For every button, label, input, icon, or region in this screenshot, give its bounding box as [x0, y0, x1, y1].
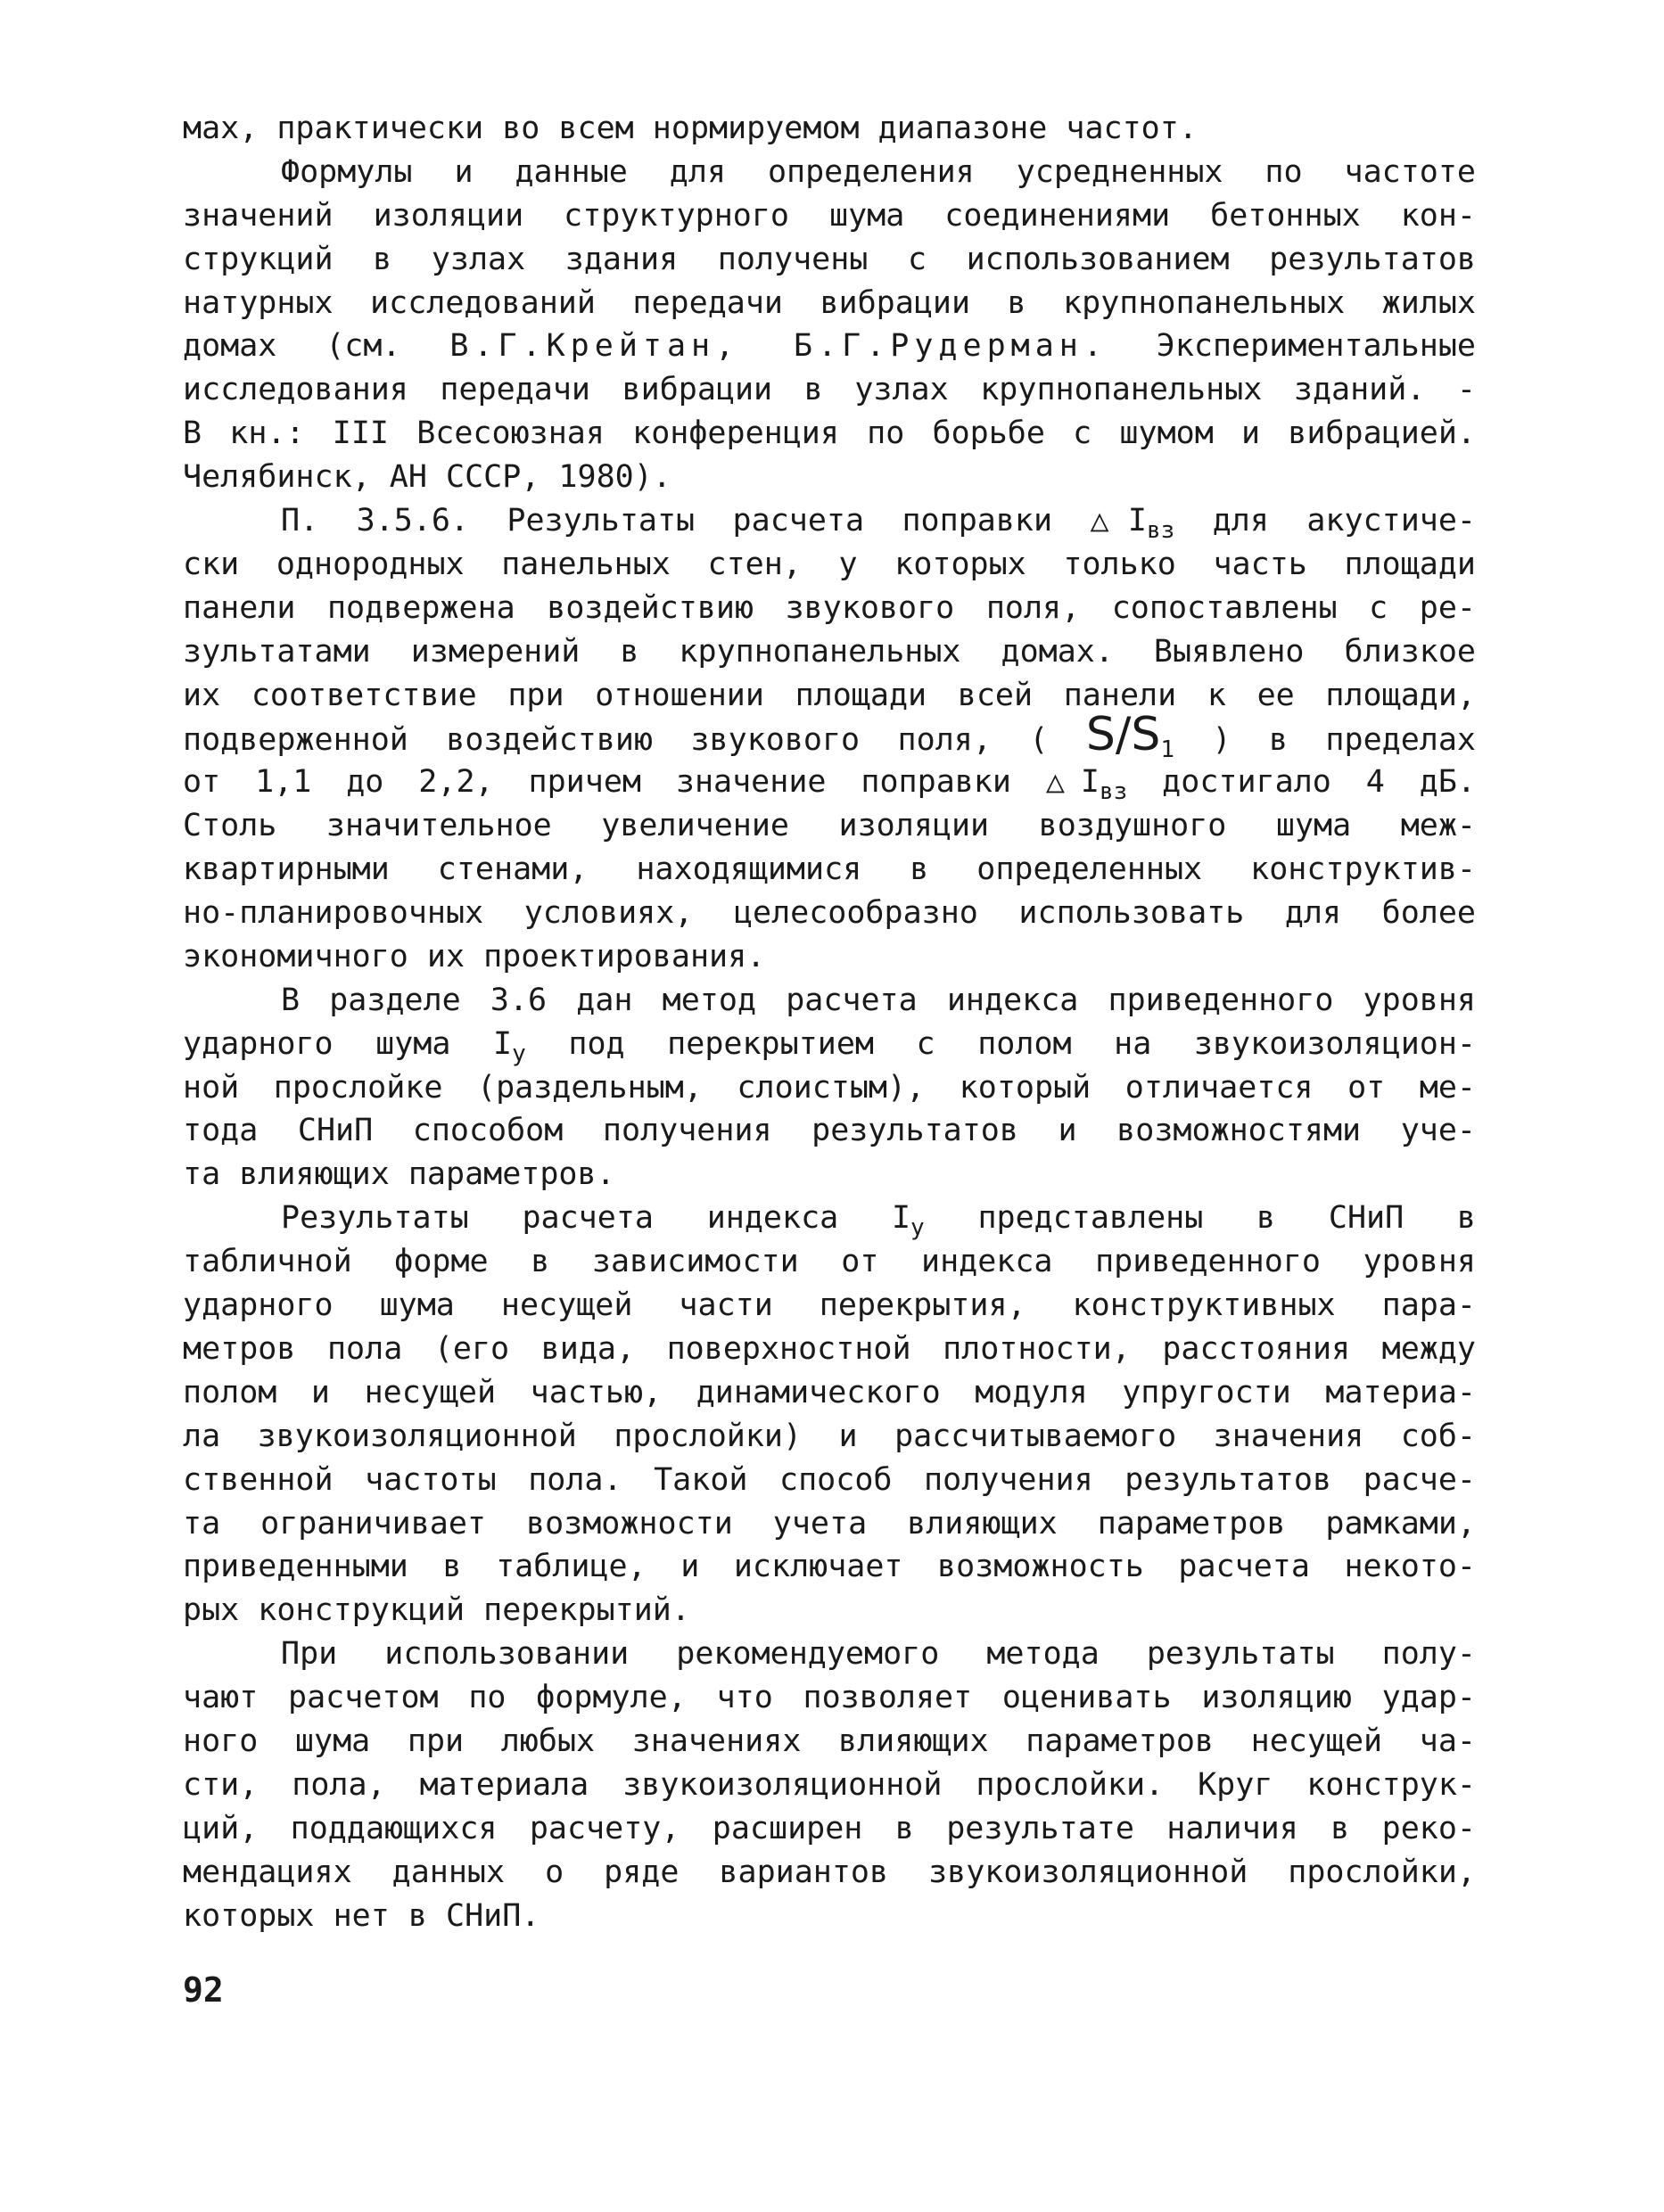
text-line [183, 1851, 1476, 1895]
line-text: ) в пределах [1174, 722, 1477, 759]
math-subscript: вз [1099, 778, 1128, 806]
text-line [183, 979, 1476, 1023]
ratio-subscript: 1 [1160, 736, 1175, 764]
math-symbol: △I [1045, 764, 1100, 801]
line-text: ственной частоты пола. Такой способ получения результатов расче- [183, 1461, 1476, 1498]
text-line [183, 804, 1476, 848]
text-line [183, 674, 1476, 718]
line-text: зультатами измерений в крупнопанельных домах. Выявлено близкое [183, 633, 1476, 670]
line-text: их соответствие при отношении площади всей панели к ее площади, [183, 677, 1476, 713]
page-number: 92 [183, 1970, 224, 2010]
text-line [183, 1328, 1476, 1371]
line-text: натурных исследований передачи вибрации в крупнопанельных жилых [183, 284, 1476, 321]
math-symbol: △I [1090, 503, 1147, 539]
text-line [183, 848, 1476, 892]
line-text: значений изоляции структурного шума соединениями бетонных кон- [183, 197, 1476, 234]
line-text: Экспериментальные [1107, 328, 1476, 365]
page-body [183, 107, 1476, 1937]
text-line [183, 412, 1476, 456]
line-text: которых нет в СНиП. [183, 1897, 540, 1934]
line-text: мах, практически во всем нормируемом диапазоне частот. [183, 111, 1198, 146]
line-text: ла звукоизоляционной прослойки) и рассчитываемого значения соб- [183, 1418, 1476, 1454]
text-line [183, 282, 1476, 325]
line-text: та ограничивает возможности учета влияющих параметров рамками, [183, 1505, 1476, 1542]
line-text: представлены в СНиП в [924, 1200, 1476, 1237]
text-line [183, 1589, 1476, 1632]
text-line [183, 107, 1476, 151]
line-text: рых конструкций перекрытий. [183, 1592, 690, 1629]
line-text: При использовании рекомендуемого метода результаты полу- [281, 1636, 1476, 1673]
line-text: В разделе 3.6 дан метод расчета индекса приведенного уровня [281, 982, 1476, 1018]
text-line [183, 1415, 1476, 1459]
line-text: полом и несущей частью, динамического модуля упругости материа- [183, 1374, 1476, 1410]
text-line [183, 543, 1476, 587]
line-text: ударного шума [183, 1025, 494, 1062]
author-names: В.Г.Крейтан, Б.Г.Рудерман. [449, 328, 1108, 365]
line-text: ной прослойке (раздельным, слоистым), который отличается от ме- [183, 1069, 1476, 1106]
text-line [183, 1109, 1476, 1153]
line-text: квартирными стенами, находящимися в определенных конструктив- [183, 851, 1476, 888]
line-text: от 1,1 до 2,2, причем значение поправки [183, 764, 1046, 801]
line-text: ного шума при любых значениях влияющих параметров несущей ча- [183, 1723, 1476, 1759]
text-line [183, 499, 1476, 543]
math-subscript: вз [1146, 517, 1175, 545]
line-text: но-планировочных условиях, целесообразно использовать для более [183, 895, 1476, 932]
line-text: мендациях данных о ряде вариантов звукоизоляционной прослойки, [183, 1854, 1476, 1890]
text-line [183, 1023, 1476, 1066]
line-text: чают расчетом по формуле, что позволяет оценивать изоляцию удар- [183, 1680, 1476, 1716]
line-text: подверженной воздействию звукового поля, ( [183, 722, 1086, 759]
text-line [183, 761, 1476, 804]
text-line [183, 1764, 1476, 1807]
text-line [183, 1676, 1476, 1720]
line-text: метров пола (его вида, поверхностной плотности, расстояния между [183, 1330, 1476, 1367]
text-line [183, 935, 1476, 979]
line-text: ударного шума несущей части перекрытия, конструктивных пара- [183, 1287, 1476, 1324]
text-line [183, 1502, 1476, 1546]
line-text: под перекрытием с полом на звукоизоляцион- [525, 1025, 1476, 1062]
line-text: ски однородных панельных стен, у которых только часть площади [183, 546, 1476, 582]
line-text: Столь значительное увеличение изоляции воздушного шума меж- [183, 808, 1476, 844]
text-line [183, 1459, 1476, 1502]
line-text: сти, пола, материала звукоизоляционной прослойки. Круг конструк- [183, 1766, 1476, 1803]
line-text: достигало 4 дБ. [1127, 764, 1476, 801]
text-line [183, 1632, 1476, 1676]
math-symbol: I [493, 1025, 513, 1062]
text-line [183, 1196, 1476, 1240]
line-text: струкций в узлах здания получены с использованием результатов [183, 241, 1476, 277]
text-line [183, 1284, 1476, 1328]
text-line [183, 1371, 1476, 1415]
text-line [183, 456, 1476, 499]
text-line [183, 238, 1476, 282]
text-line [183, 1807, 1476, 1851]
line-text: Результаты расчета индекса [281, 1200, 892, 1237]
line-text: приведенными в таблице, и исключает возможность расчета некото- [183, 1549, 1476, 1585]
text-line [183, 1153, 1476, 1196]
text-line [183, 1895, 1476, 1938]
line-text: тода СНиП способом получения результатов и возможностями уче- [183, 1113, 1476, 1149]
line-text: экономичного их проектирования. [183, 938, 766, 974]
line-text: Формулы и данные для определения усредненных по частоте [281, 153, 1476, 190]
math-subscript: у [910, 1214, 925, 1242]
text-line [183, 630, 1476, 674]
line-text: панели подвержена воздействию звукового поля, сопоставлены с ре- [183, 589, 1476, 626]
text-line [183, 194, 1476, 238]
line-text: В кн.: III Всесоюзная конференция по борьбе с шумом и вибрацией. [183, 415, 1476, 452]
math-symbol: I [891, 1200, 911, 1237]
text-line [183, 368, 1476, 412]
text-line [183, 708, 1477, 764]
line-text: домах (см. [183, 328, 450, 365]
text-line [183, 151, 1476, 194]
line-text: для акустиче- [1174, 503, 1476, 539]
line-text: исследования передачи вибрации в узлах крупнопанельных зданий. - [183, 372, 1476, 408]
text-line [183, 1066, 1476, 1110]
line-text: П. 3.5.6. Результаты расчета поправки [281, 503, 1091, 539]
line-text: та влияющих параметров. [183, 1156, 615, 1193]
ratio-symbol: S/S [1085, 708, 1161, 762]
text-line [183, 1720, 1476, 1764]
text-line [183, 1545, 1476, 1589]
line-text: ций, поддающихся расчету, расширен в результате наличия в реко- [183, 1810, 1476, 1846]
text-line [183, 325, 1476, 368]
text-line [183, 892, 1476, 935]
text-line [183, 587, 1476, 630]
text-line [183, 1240, 1476, 1284]
math-subscript: у [512, 1040, 526, 1067]
line-text: табличной форме в зависимости от индекса приведенного уровня [183, 1244, 1476, 1280]
line-text: Челябинск, АН СССР, 1980). [183, 459, 671, 496]
